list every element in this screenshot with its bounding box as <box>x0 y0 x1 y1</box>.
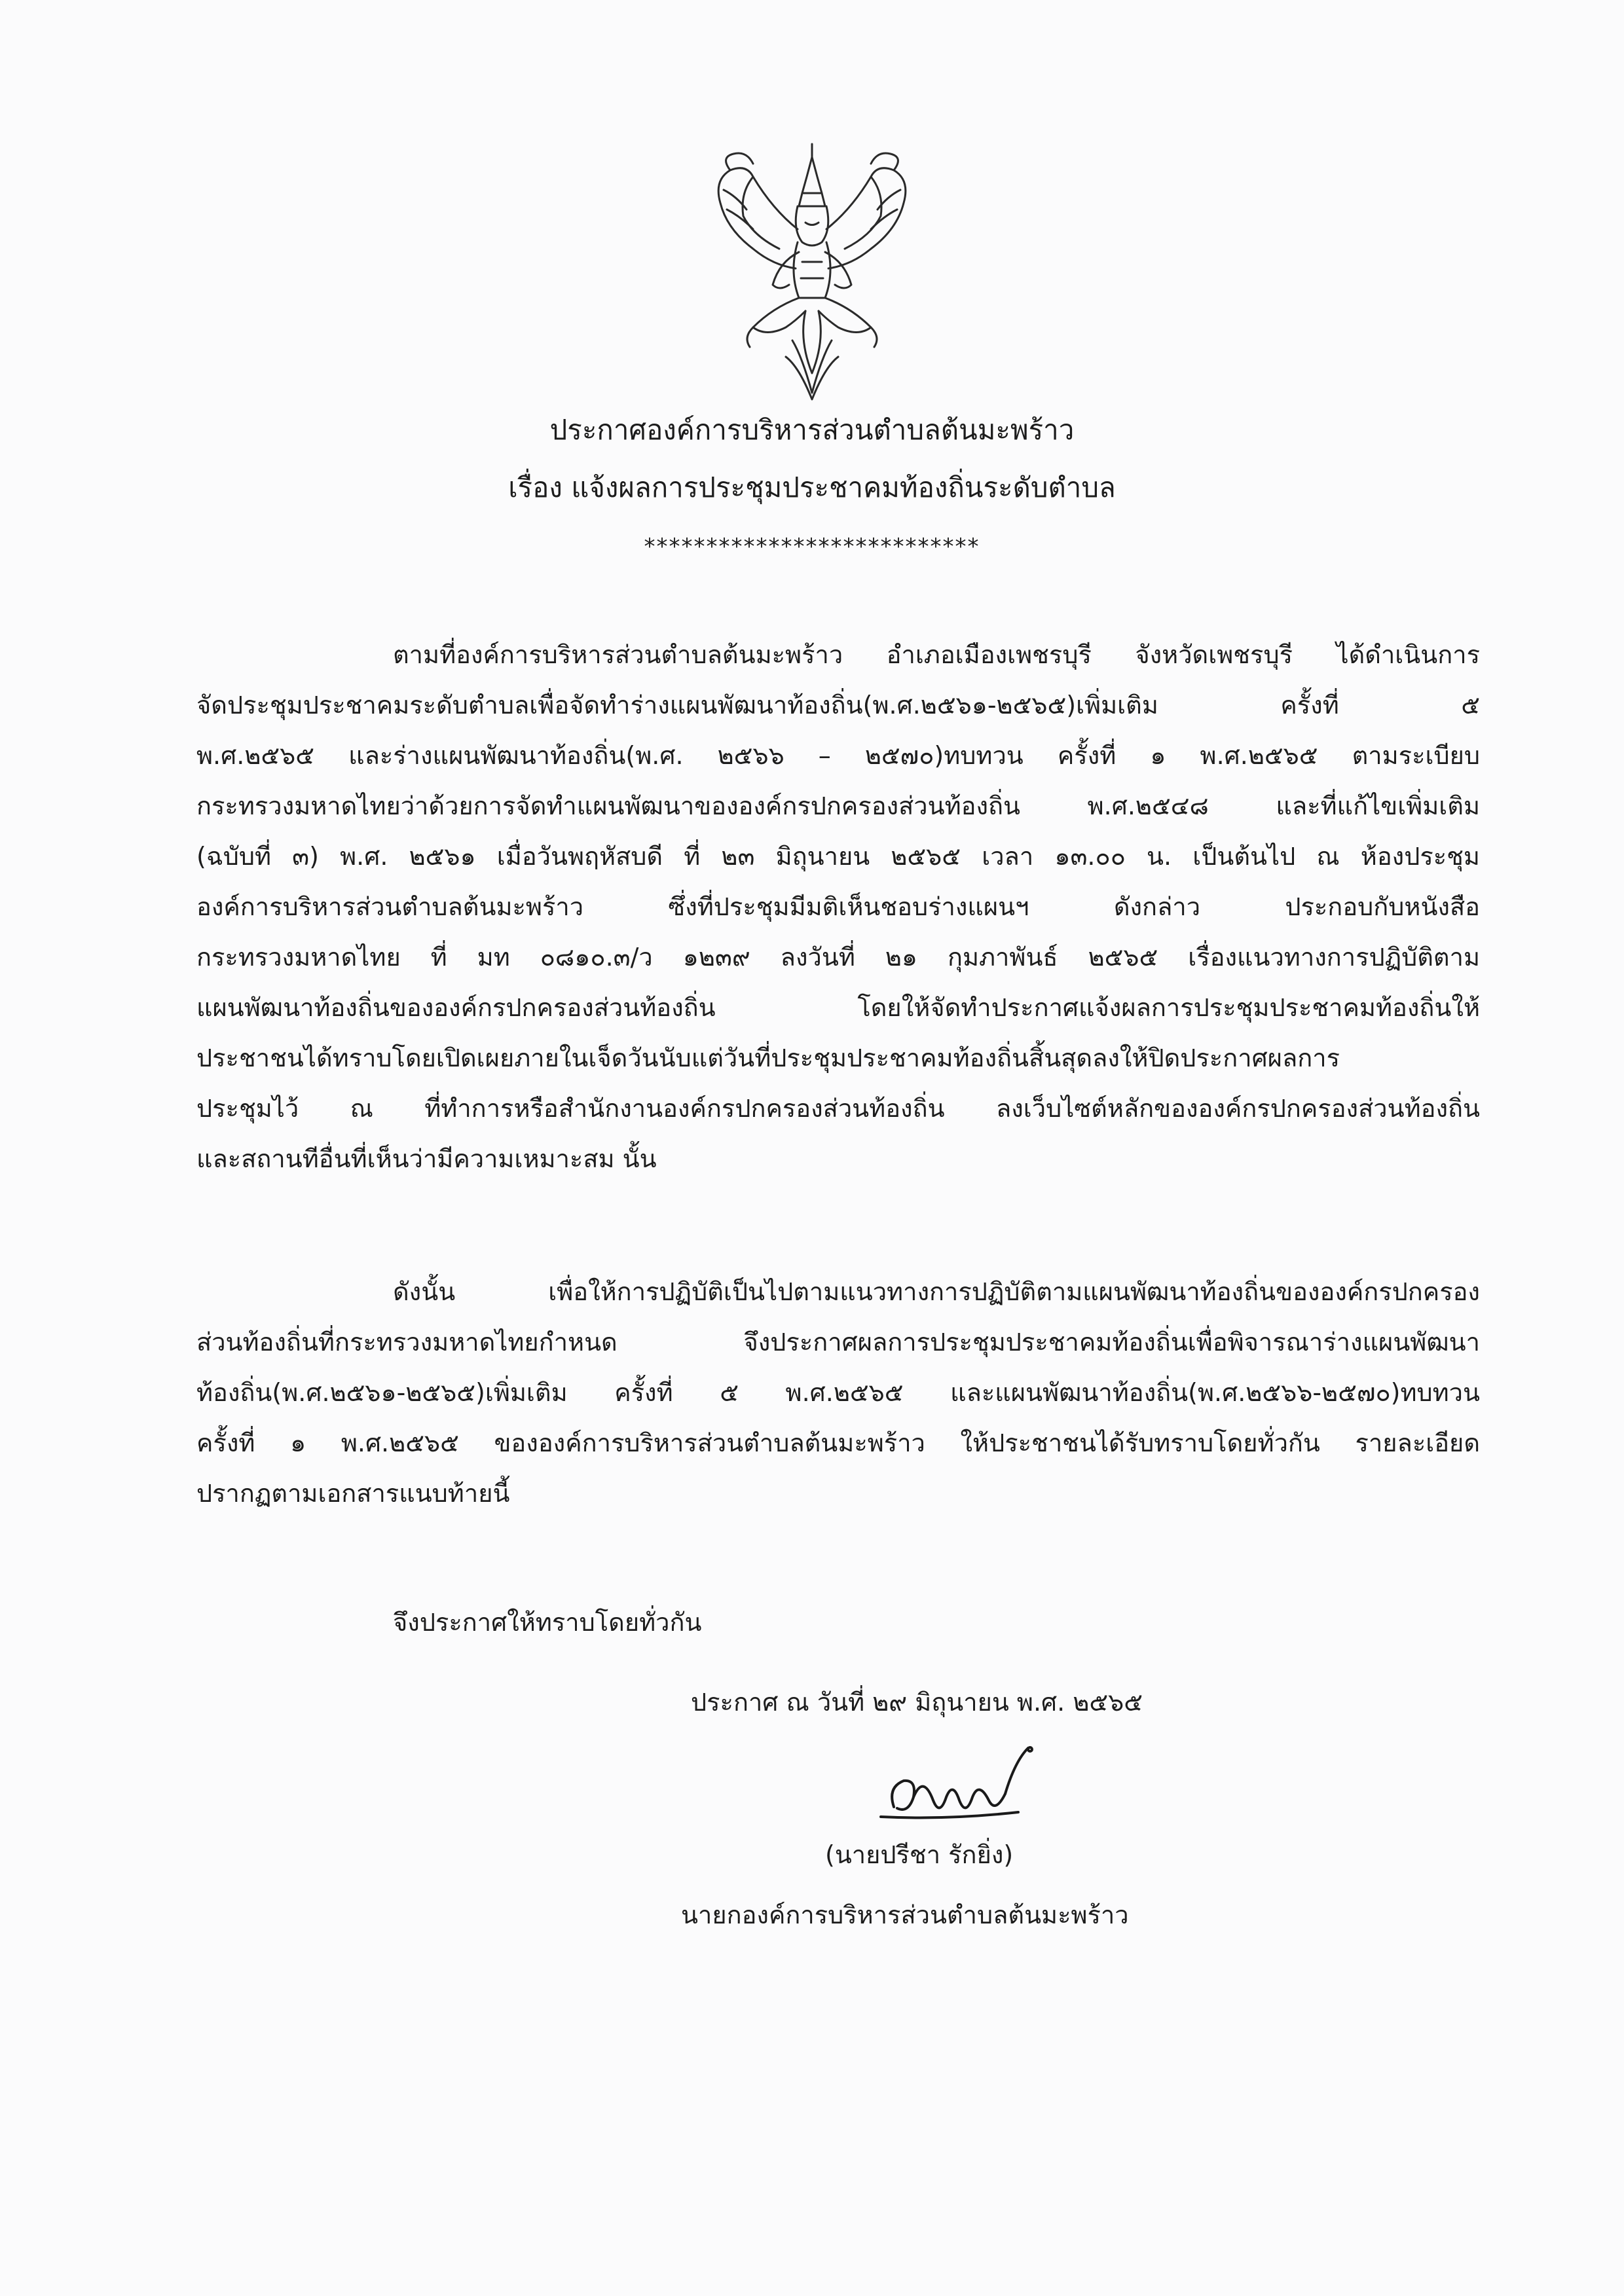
closing-statement: จึงประกาศให้ทราบโดยทั่วกัน <box>393 1608 702 1637</box>
paragraph-line: ส่วนท้องถิ่นที่กระทรวงมหาดไทยกำหนด จึงประกาศผลการประชุมประชาคมท้องถิ่นเพื่อพิจารณาร่างแผนพัฒนา <box>196 1328 1480 1357</box>
announcement-date: ประกาศ ณ วันที่ ๒๙ มิถุนายน พ.ศ. ๒๕๖๕ <box>691 1688 1143 1717</box>
paragraph-line: จัดประชุมประชาคมระดับตำบลเพื่อจัดทำร่างแผนพัฒนาท้องถิ่น(พ.ศ.๒๕๖๑-๒๕๖๕)เพิ่มเติม ครั้งที่ ๕ <box>196 691 1480 720</box>
paragraph-line: (ฉบับที่ ๓) พ.ศ. ๒๕๖๑ เมื่อวันพฤหัสบดี ที่ ๒๓ มิถุนายน ๒๕๖๕ เวลา ๑๓.๐๐ น. เป็นต้นไป ณ ห้องประชุม <box>196 842 1480 871</box>
paragraph-line: แผนพัฒนาท้องถิ่นขององค์กรปกครองส่วนท้องถิ่น โดยให้จัดทำประกาศแจ้งผลการประชุมประชาคมท้องถิ่นให้ <box>196 993 1480 1022</box>
signer-title: นายกองค์การบริหารส่วนตำบลต้นมะพร้าว <box>681 1901 1129 1929</box>
garuda-emblem-icon <box>681 131 943 406</box>
paragraph-line: ประชุมไว้ ณ ที่ทำการหรือสำนักงานองค์กรปกครองส่วนท้องถิ่น ลงเว็บไซต์หลักขององค์กรปกครองส่วนท้องถิ่น <box>196 1094 1480 1123</box>
paragraph-line: องค์การบริหารส่วนตำบลต้นมะพร้าว ซึ่งที่ประชุมมีมติเห็นชอบร่างแผนฯ ดังกล่าว ประกอบกับหนังสือ <box>196 892 1480 921</box>
announcement-subject: เรื่อง แจ้งผลการประชุมประชาคมท้องถิ่นระดับตำบล <box>508 471 1116 503</box>
paragraph-line: ปรากฏตามเอกสารแนบท้ายนี้ <box>196 1479 510 1508</box>
paragraph-line: ประชาชนได้ทราบโดยเปิดเผยภายในเจ็ดวันนับแต่วันที่ประชุมประชาคมท้องถิ่นสิ้นสุดลงให้ปิดประกาศผลการ <box>196 1044 1340 1072</box>
paragraph-line: ตามที่องค์การบริหารส่วนตำบลต้นมะพร้าว อำเภอเมืองเพชรบุรี จังหวัดเพชรบุรี ได้ดำเนินการ <box>393 640 1480 669</box>
body-paragraph-1 <box>196 630 1480 1184</box>
body-paragraph-2 <box>196 1267 1480 1519</box>
signer-name: (นายปรีชา รักยิ่ง) <box>825 1840 1014 1869</box>
paragraph-line: และสถานทีอื่นที่เห็นว่ามีความเหมาะสม นั้น <box>196 1144 657 1173</box>
paragraph-line: ดังนั้น เพื่อให้การปฏิบัติเป็นไปตามแนวทางการปฏิบัติตามแผนพัฒนาท้องถิ่นขององค์กรปกครอง <box>393 1277 1480 1306</box>
paragraph-line: พ.ศ.๒๕๖๕ และร่างแผนพัฒนาท้องถิ่น(พ.ศ. ๒๕๖๖ – ๒๕๗๐)ทบทวน ครั้งที่ ๑ พ.ศ.๒๕๖๕ ตามระเบียบ <box>196 741 1480 770</box>
paragraph-line: ท้องถิ่น(พ.ศ.๒๕๖๑-๒๕๖๕)เพิ่มเติม ครั้งที่ ๕ พ.ศ.๒๕๖๕ และแผนพัฒนาท้องถิ่น(พ.ศ.๒๕๖๖-๒๕๗๐)ทบทวน <box>196 1378 1480 1407</box>
paragraph-line: กระทรวงมหาดไทยว่าด้วยการจัดทำแผนพัฒนาขององค์กรปกครองส่วนท้องถิ่น พ.ศ.๒๕๔๘ และที่แก้ไขเพิ่มเติม <box>196 792 1480 820</box>
paragraph-line: ครั้งที่ ๑ พ.ศ.๒๕๖๕ ขององค์การบริหารส่วนตำบลต้นมะพร้าว ให้ประชาชนได้รับทราบโดยทั่วกัน รายละเอียด <box>196 1429 1480 1457</box>
paragraph-line: กระทรวงมหาดไทย ที่ มท ๐๘๑๐.๓/ว ๑๒๓๙ ลงวันที่ ๒๑ กุมภาพันธ์ ๒๕๖๕ เรื่องแนวทางการปฏิบัติตาม <box>196 943 1480 972</box>
announcement-title: ประกาศองค์การบริหารส่วนตำบลต้นมะพร้าว <box>549 414 1075 446</box>
title-separator: *************************** <box>644 534 980 560</box>
handwritten-signature <box>868 1735 1064 1840</box>
